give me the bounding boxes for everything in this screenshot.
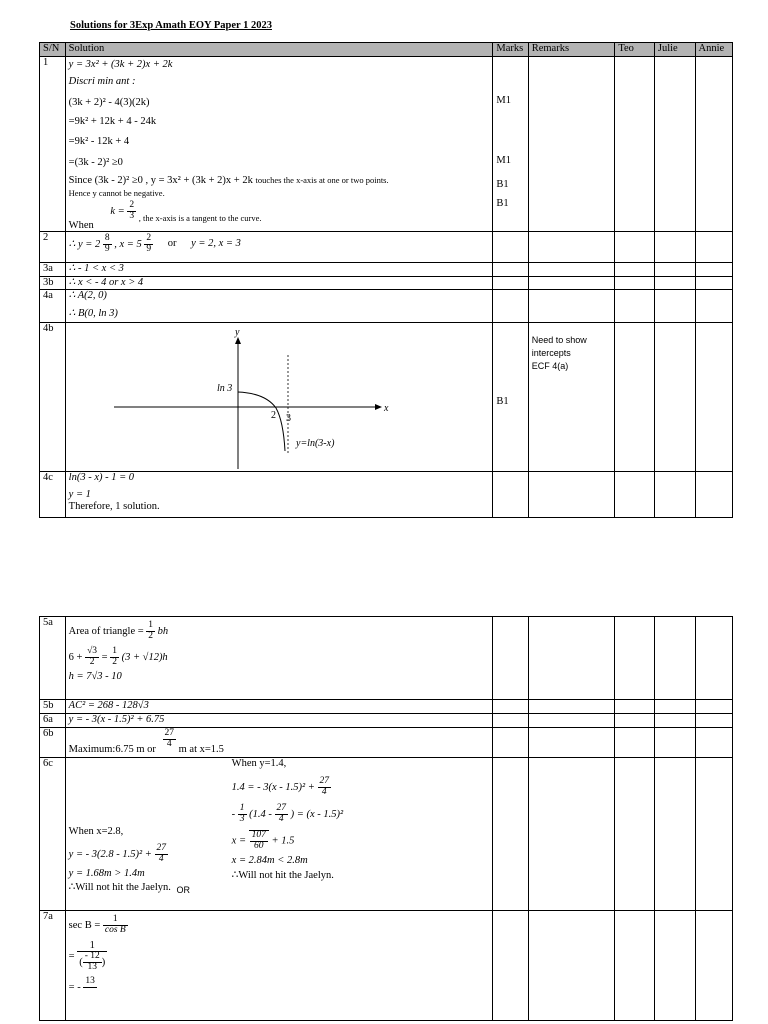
- q1-line6: =(3k - 2)² ≥0: [68, 156, 123, 168]
- sn-cell: 4b: [40, 323, 66, 472]
- q5a-line3: h = 7√3 - 10: [68, 670, 122, 682]
- q6b-maximum: Maximum:6.75 m or: [68, 743, 156, 755]
- header-julie: Julie: [654, 43, 695, 57]
- q5a-root3-den: 2: [89, 656, 95, 667]
- table-row-q1: [40, 56, 733, 231]
- solutions-table-top: [39, 42, 733, 518]
- q5a-rhs: (3 + √12)h: [121, 651, 168, 663]
- q5a-six: 6 +: [68, 651, 83, 663]
- q2-x-num: 2: [146, 232, 152, 243]
- table-row-q4c: [40, 472, 733, 518]
- q4b-remark1: Need to show: [531, 335, 587, 346]
- q4a-line1: ∴ A(2, 0): [68, 290, 107, 302]
- q1-mark4: B1: [496, 198, 509, 210]
- sn-cell: 4c: [40, 472, 66, 518]
- q6c-r3-den2: 4: [278, 813, 284, 824]
- q7a-eq: =: [68, 950, 75, 962]
- q6c-r3a: -: [231, 808, 236, 820]
- sn-cell: 5b: [40, 700, 66, 714]
- q6c-r3c: ) = (x - 1.5)²: [290, 808, 344, 820]
- header-sn: S/N: [40, 43, 66, 57]
- graph-x-label: x: [383, 403, 389, 415]
- header-solution: Solution: [65, 43, 493, 57]
- q2-x-den: 9: [146, 243, 152, 254]
- q1-mark3: B1: [496, 178, 509, 190]
- table-row-q4b: [40, 323, 733, 472]
- q4b-remark2: intercepts: [531, 347, 571, 358]
- header-annie: Annie: [695, 43, 732, 57]
- q2-y-den: 9: [104, 243, 110, 254]
- solution-cell-q6c: [65, 758, 493, 911]
- graph-ln3-label: ln 3: [216, 383, 232, 395]
- q7a-l1-num: 1: [103, 915, 128, 926]
- q6c-r4b: + 1.5: [271, 835, 295, 847]
- graph-curve-label: y=ln(3-x): [295, 438, 335, 450]
- sn-cell: 3b: [40, 276, 66, 290]
- q6b-frac-den: 4: [166, 738, 172, 749]
- q1-touches: touches the x-axis at one or two points.: [255, 175, 389, 186]
- sn-cell: 4a: [40, 290, 66, 323]
- q7a-l1-den: cos B: [104, 924, 126, 935]
- sn-cell: 5a: [40, 617, 66, 700]
- q7a-l2-num: 1: [77, 940, 107, 952]
- q1-hence: Hence y cannot be negative.: [68, 187, 165, 198]
- q6c-r3-den: 3: [239, 813, 245, 824]
- q7a-l2-inner-den: 13: [87, 961, 97, 972]
- header-remarks: Remarks: [528, 43, 615, 57]
- sn-cell: 6a: [40, 714, 66, 728]
- sn-cell: 6c: [40, 758, 66, 911]
- q5a-half2-num: 1: [112, 645, 117, 656]
- sn-cell: 3a: [40, 262, 66, 276]
- table-row-q3b: [40, 276, 733, 290]
- table-row-q5a: [40, 617, 733, 700]
- table-row-q2: [40, 231, 733, 262]
- marks-cell-q1: [493, 56, 528, 231]
- q6c-l3: y = 1.68m > 1.4m: [68, 867, 145, 879]
- q1-since: Since: [68, 175, 92, 187]
- solution-cell-q6b: [65, 728, 493, 758]
- solution-cell-q1: [65, 56, 493, 231]
- q2-x: , x = 5: [114, 238, 142, 250]
- q4c-line3: Therefore, 1 solution.: [68, 501, 160, 513]
- q7a-l3-num: 13: [85, 975, 95, 986]
- q6c-r2-num: 27: [319, 775, 329, 786]
- q2-alt: y = 2, x = 3: [191, 238, 241, 250]
- document-title: Solutions for 3Exp Amath EOY Paper 1 2023: [70, 20, 272, 31]
- q1-line1: y = 3x² + (3k + 2)x + 2k: [68, 58, 173, 70]
- q6b-frac-num: 27: [164, 728, 174, 738]
- q6c-l2-den: 4: [158, 853, 164, 864]
- q1-since-expr: (3k - 2)² ≥0 , y = 3x² + (3k + 2)x + 2k: [94, 175, 253, 187]
- q5a-half-num: 1: [148, 620, 154, 630]
- graph-tick-3: 3: [285, 413, 291, 425]
- solution-cell-q7a: sec B = $\frac{1}{\text{cos B}}$ = 1 ( $\frac{- 12}{13}$ ) = - 13: [65, 911, 493, 1021]
- q6c-l4: ∴Will not hit the Jaelyn.: [68, 882, 171, 894]
- table-row-q6b: [40, 728, 733, 758]
- remarks-cell-q4b: [528, 323, 615, 472]
- q1-line4: =9k² + 12k + 4 - 24k: [68, 116, 157, 128]
- q4a-line2: ∴ B(0, ln 3): [68, 307, 118, 319]
- q1-line5: =9k² - 12k + 4: [68, 135, 130, 147]
- solutions-table-bottom: [39, 616, 733, 1021]
- q6c-r5: x = 2.84m < 2.8m: [231, 855, 308, 867]
- solution-cell-q4a: [65, 290, 493, 323]
- solution-cell-q6a: y = - 3(x - 1.5)² + 6.75: [65, 714, 493, 728]
- q6c-r2-den: 4: [321, 786, 327, 797]
- q5a-half2-den: 2: [112, 656, 117, 667]
- table-row-q3a: [40, 262, 733, 276]
- solution-cell-q3b: ∴ x < - 4 or x > 4: [65, 276, 493, 290]
- header-teo: Teo: [615, 43, 655, 57]
- sn-cell: 2: [40, 231, 66, 262]
- sn-cell: 1: [40, 56, 66, 231]
- sn-cell: 6b: [40, 728, 66, 758]
- q1-line3: (3k + 2)² - 4(3)(2k): [68, 96, 150, 108]
- q5a-root3-num: √3: [87, 645, 98, 656]
- q4c-line2: y = 1: [68, 488, 91, 500]
- q5a-eq: =: [101, 651, 108, 663]
- q4b-remark3: ECF 4(a): [531, 360, 569, 371]
- table-row-q6a: [40, 714, 733, 728]
- q7a-result: = -: [68, 981, 81, 993]
- q4b-mark: B1: [496, 396, 509, 408]
- q6c-r4-den: 60: [254, 841, 264, 852]
- solution-cell-q3a: ∴ - 1 < x < 3: [65, 262, 493, 276]
- q2-y: ∴ y = 2: [68, 238, 101, 250]
- q6c-method-right: [232, 758, 344, 883]
- q1-line2: Discri min ant :: [68, 76, 136, 88]
- q2-y-num: 8: [104, 232, 110, 243]
- q5a-half-den: 2: [148, 630, 154, 641]
- table-row-q7a: [40, 911, 733, 1021]
- q6c-r4-num: 107: [251, 830, 266, 841]
- q1-k-den: 3: [129, 210, 135, 221]
- q1-k-eq: k =: [110, 205, 125, 217]
- q1-mark1: M1: [496, 94, 512, 106]
- q7a-l2-inner-num: - 12: [84, 950, 100, 961]
- q6c-r4a: x =: [231, 835, 247, 847]
- q1-mark2: M1: [496, 155, 512, 167]
- q6c-r6: ∴Will not hit the Jaelyn.: [231, 870, 334, 881]
- graph-tick-2: 2: [270, 410, 276, 422]
- q4c-line1: ln(3 - x) - 1 = 0: [68, 472, 135, 484]
- q2-or: or: [167, 238, 177, 250]
- q6b-at: m at x=1.5: [178, 743, 224, 755]
- table-row-q5b: [40, 700, 733, 714]
- solution-cell-q4b: [65, 323, 493, 472]
- q6c-r3b: (1.4 -: [249, 808, 272, 820]
- q6c-method-left: [69, 826, 190, 895]
- table-header-row: [40, 43, 733, 57]
- q6c-l2: y = - 3(2.8 - 1.5)² +: [68, 848, 152, 860]
- q6c-l2-num: 27: [156, 842, 166, 853]
- sn-cell: 7a: [40, 911, 66, 1021]
- q6c-or: OR: [176, 885, 190, 896]
- solution-cell-q4c: [65, 472, 493, 518]
- table-row-q4a: [40, 290, 733, 323]
- q1-k-num: 2: [129, 199, 135, 210]
- graph-y-label: y: [234, 327, 240, 339]
- q7a-sec: sec B =: [68, 919, 101, 931]
- q6c-r3-num2: 27: [276, 802, 287, 813]
- q5a-bh: bh: [157, 625, 169, 637]
- solution-cell-q5b: AC² = 268 - 128√3: [65, 700, 493, 714]
- q5a-area: Area of triangle =: [68, 625, 144, 637]
- solution-cell-q5a: [65, 617, 493, 700]
- q6c-l1: When x=2.8,: [68, 826, 124, 837]
- q6c-r2: 1.4 = - 3(x - 1.5)² +: [231, 781, 315, 793]
- table-row-q6c: [40, 758, 733, 911]
- header-marks: Marks: [493, 43, 528, 57]
- q6c-r3-num: 1: [239, 802, 245, 813]
- q1-when: When: [68, 219, 94, 231]
- q6c-r1: When y=1.4,: [231, 758, 287, 769]
- marks-cell-q4b: [493, 323, 528, 472]
- solution-cell-q2: [65, 231, 493, 262]
- q1-tangent: , the x-axis is a tangent to the curve.: [138, 212, 262, 223]
- graph-4b: [66, 323, 466, 471]
